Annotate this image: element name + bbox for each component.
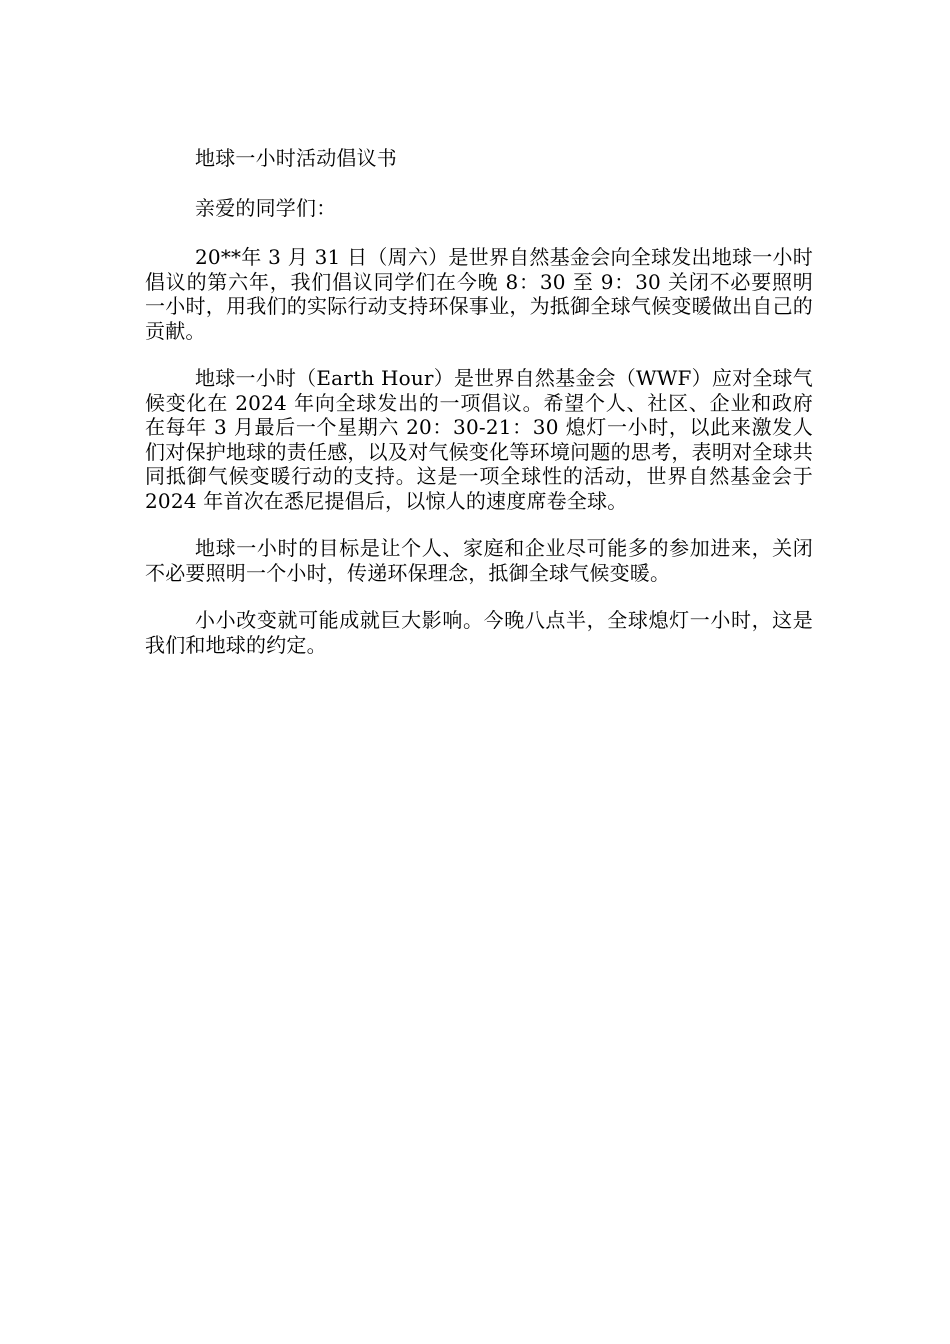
paragraph-closing: 小小改变就可能成就巨大影响。今晚八点半，全球熄灯一小时，这是我们和地球的约定。 [145,608,813,657]
greeting-line: 亲爱的同学们： [195,195,337,220]
document-title: 地球一小时活动倡议书 [195,146,397,170]
paragraph-event-date: 20**年 3 月 31 日（周六）是世界自然基金会向全球发出地球一小时倡议的第六年，我们倡议同学们在今晚 8：30 至 9：30 关闭不必要照明一小时，用我们的实际行动支持环保事业，为抵御全球气候变暖做出自己的贡献。 [145,245,813,343]
document-body [145,146,813,680]
paragraph-goal: 地球一小时的目标是让个人、家庭和企业尽可能多的参加进来，关闭不必要照明一个小时，传递环保理念，抵御全球气候变暖。 [145,536,813,585]
paragraph-earth-hour-intro: 地球一小时（Earth Hour）是世界自然基金会（WWF）应对全球气候变化在 2024 年向全球发出的一项倡议。希望个人、社区、企业和政府在每年 3 月最后一个星期六 20：30-21：30 熄灯一小时，以此来激发人们对保护地球的责任感，以及对气候变化等环境问题的思考，表明对全球共同抵御气候变暖行动的支持。这是一项全球性的活动，世界自然基金会于 2024 年首次在悉尼提倡后，以惊人的速度席卷全球。 [145,366,813,513]
